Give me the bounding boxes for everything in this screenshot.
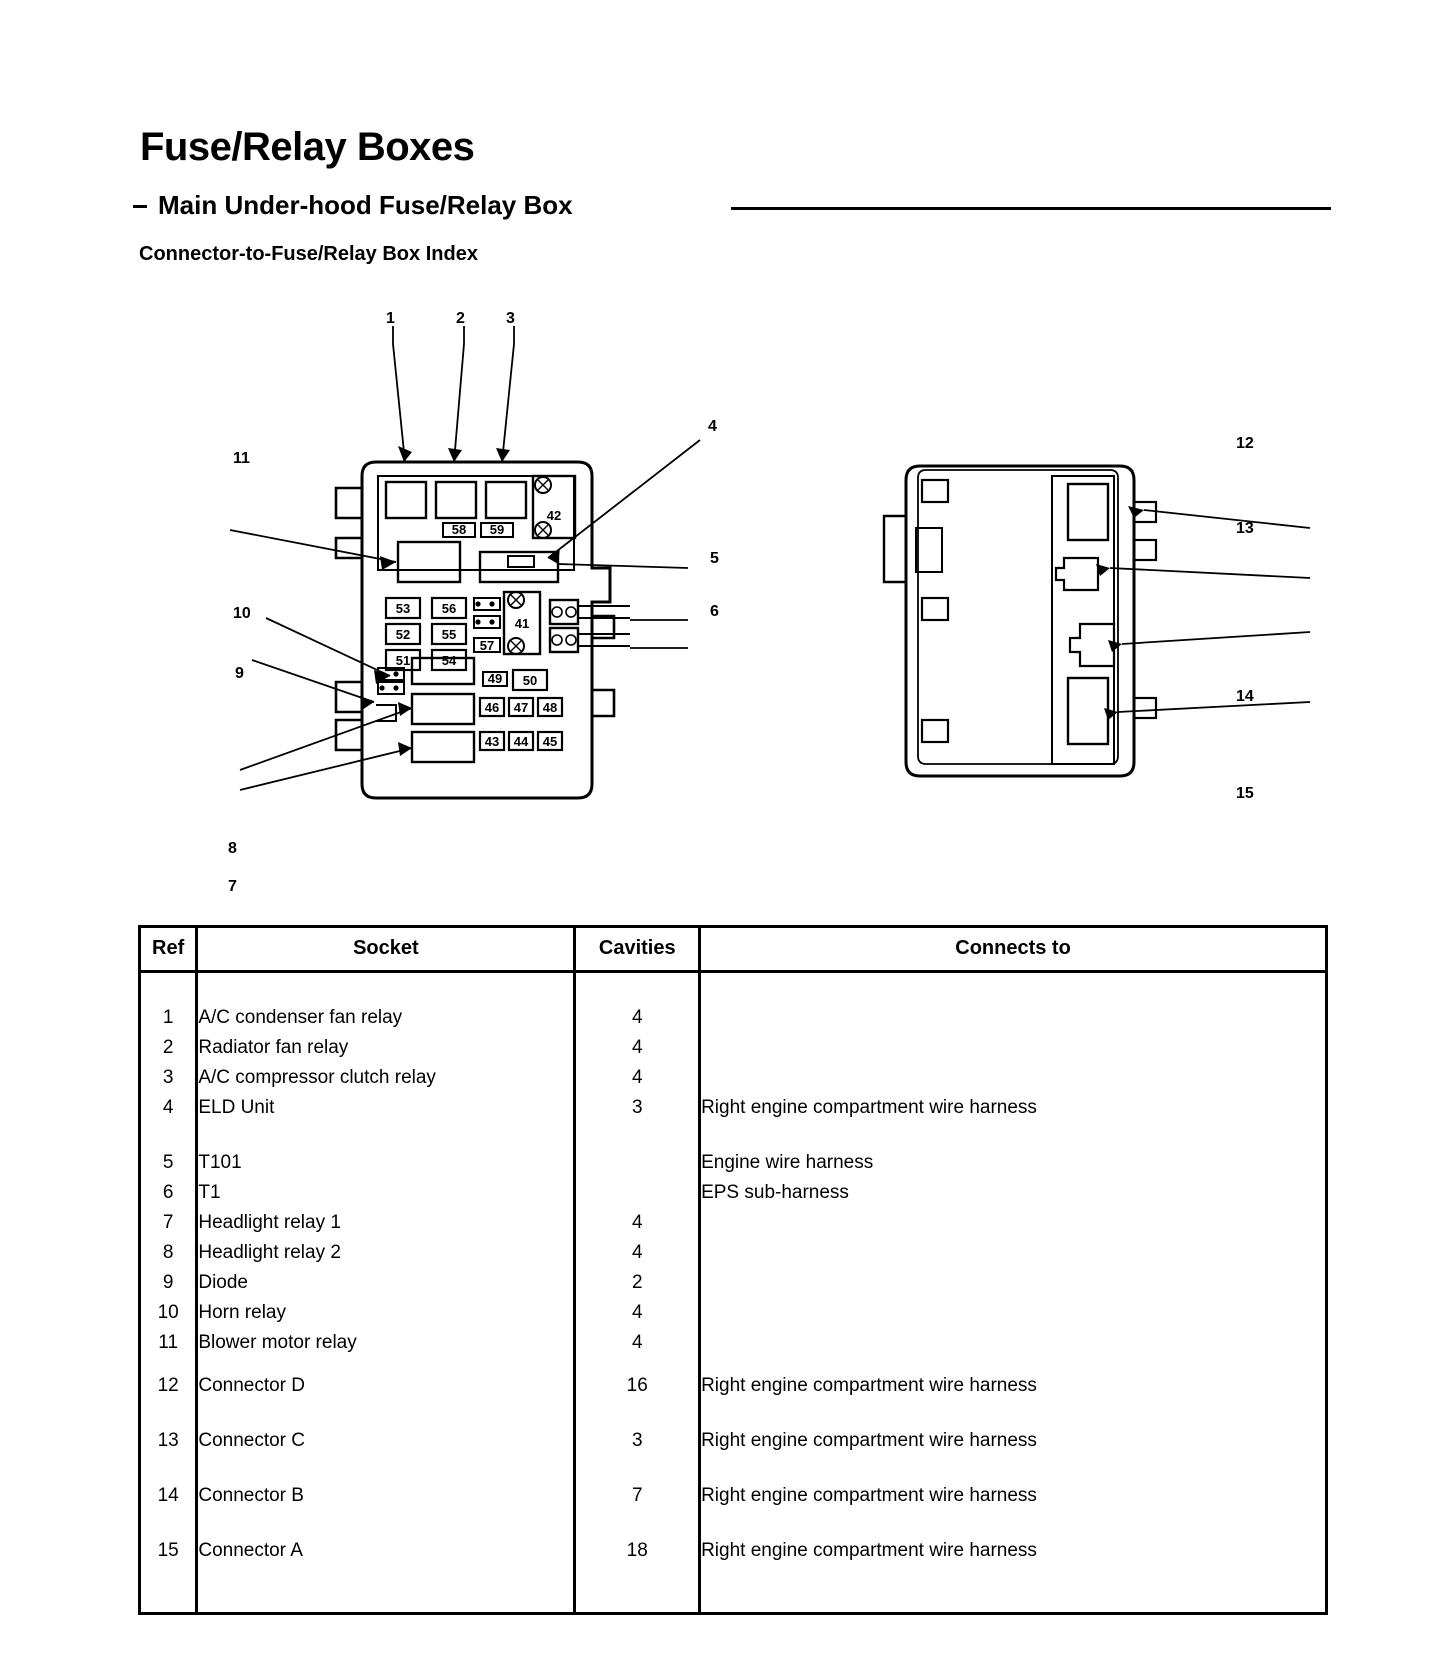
table-row [141, 1328, 1325, 1358]
cell-cavities: 4 [575, 1208, 700, 1238]
table-row [141, 1033, 1325, 1063]
table-row [141, 1268, 1325, 1298]
svg-text:49: 49 [487, 671, 503, 686]
cell-cavities: 7 [575, 1468, 700, 1523]
cell-connects: Right engine compartment wire harness [701, 1484, 1037, 1506]
cell-connects: Engine wire harness [701, 1152, 874, 1173]
column-header-ref: Ref [141, 928, 197, 972]
cell-cavities: 4 [575, 1298, 700, 1328]
callout-13: 13 [1236, 520, 1254, 537]
cell-ref: 14 [141, 1468, 197, 1523]
heading-dash-icon [133, 205, 147, 208]
cell-ref: 11 [141, 1328, 197, 1358]
cell-connects [700, 1298, 1325, 1328]
cell-cavities: 18 [575, 1523, 700, 1578]
cell-socket: Connector D [197, 1358, 575, 1413]
cell-ref: 7 [141, 1208, 197, 1238]
cell-socket: A/C compressor clutch relay [197, 1063, 575, 1093]
cell-cavities: 3 [575, 1093, 700, 1123]
cell-ref: 5 [141, 1148, 197, 1178]
cell-connects: Right engine compartment wire harness [701, 1539, 1037, 1561]
callout-6: 6 [710, 603, 719, 620]
cell-cavities: 4 [575, 1003, 700, 1033]
callout-3: 3 [506, 310, 515, 327]
cell-socket: Blower motor relay [197, 1328, 575, 1358]
table-header-row [141, 928, 1325, 972]
fuse-relay-box-diagram [0, 280, 1440, 920]
subsection-title: Connector-to-Fuse/Relay Box Index [139, 243, 478, 265]
cell-connects [700, 1033, 1325, 1063]
svg-text:41: 41 [514, 616, 530, 631]
cell-ref: 6 [141, 1178, 197, 1208]
cell-connects: Right engine compartment wire harness [701, 1429, 1037, 1451]
cell-cavities: 3 [575, 1413, 700, 1468]
callout-5: 5 [710, 550, 719, 567]
cell-socket: Headlight relay 1 [197, 1208, 575, 1238]
callout-2: 2 [456, 310, 465, 327]
callout-9: 9 [235, 665, 244, 682]
cell-cavities: 4 [575, 1238, 700, 1268]
callout-1: 1 [386, 310, 395, 327]
table-row [141, 1523, 1325, 1578]
fuse-relay-box-svg [0, 280, 1440, 920]
callout-11: 11 [233, 450, 250, 467]
svg-text:46: 46 [484, 700, 500, 715]
cell-socket: A/C condenser fan relay [197, 1003, 575, 1033]
column-header-cavities: Cavities [575, 928, 700, 972]
table-row [141, 1298, 1325, 1328]
cell-ref: 13 [141, 1413, 197, 1468]
cell-connects [700, 1003, 1325, 1033]
cell-ref: 1 [141, 1003, 197, 1033]
table-row [141, 1358, 1325, 1413]
svg-text:59: 59 [489, 522, 505, 537]
heading-rule [731, 207, 1331, 210]
cell-connects [700, 1063, 1325, 1093]
cell-connects [700, 1328, 1325, 1358]
callout-12: 12 [1236, 435, 1254, 452]
table-spacer-row [141, 972, 1325, 1004]
svg-text:52: 52 [395, 627, 411, 642]
cell-connects [700, 1268, 1325, 1298]
table-row [141, 1148, 1325, 1178]
cell-connects: Right engine compartment wire harness [701, 1097, 1037, 1118]
cell-socket: Horn relay [197, 1298, 575, 1328]
cell-ref: 9 [141, 1268, 197, 1298]
table-row [141, 1208, 1325, 1238]
table-row [141, 1063, 1325, 1093]
cell-socket: Headlight relay 2 [197, 1238, 575, 1268]
svg-text:50: 50 [522, 673, 538, 688]
table-row [141, 1238, 1325, 1268]
cell-socket: Diode [197, 1268, 575, 1298]
svg-text:51: 51 [395, 653, 411, 668]
section-heading-label: Main Under-hood Fuse/Relay Box [158, 190, 573, 220]
cell-cavities: 2 [575, 1268, 700, 1298]
cell-ref: 3 [141, 1063, 197, 1093]
svg-text:42: 42 [546, 508, 562, 523]
callout-15: 15 [1236, 785, 1254, 802]
svg-text:44: 44 [513, 734, 529, 749]
cell-socket: Connector A [197, 1523, 575, 1578]
svg-text:55: 55 [441, 627, 457, 642]
svg-text:58: 58 [451, 522, 467, 537]
svg-text:45: 45 [542, 734, 558, 749]
section-heading [133, 190, 1333, 224]
cell-ref: 2 [141, 1033, 197, 1063]
callout-10: 10 [233, 605, 251, 622]
callout-14: 14 [1236, 688, 1254, 705]
cell-socket: Connector B [197, 1468, 575, 1523]
table-spacer-row [141, 1578, 1325, 1612]
cell-cavities: 4 [575, 1033, 700, 1063]
cell-socket: Connector C [197, 1413, 575, 1468]
callout-4: 4 [708, 418, 717, 435]
table-row [141, 1413, 1325, 1468]
connector-index-table [138, 925, 1328, 1615]
cell-cavities [575, 1148, 700, 1178]
table-row [141, 1093, 1325, 1123]
svg-text:56: 56 [441, 601, 457, 616]
cell-cavities: 4 [575, 1063, 700, 1093]
cell-connects [700, 1238, 1325, 1268]
svg-text:53: 53 [395, 601, 411, 616]
callout-7: 7 [228, 878, 237, 895]
svg-text:57: 57 [479, 638, 495, 653]
cell-ref: 8 [141, 1238, 197, 1268]
cell-socket: T101 [197, 1148, 575, 1178]
cell-cavities [575, 1178, 700, 1208]
cell-socket: ELD Unit [197, 1093, 575, 1123]
cell-connects: Right engine compartment wire harness [701, 1374, 1037, 1396]
svg-text:47: 47 [513, 700, 529, 715]
page-title: Fuse/Relay Boxes [140, 125, 475, 169]
cell-ref: 4 [141, 1093, 197, 1123]
table-row [141, 1468, 1325, 1523]
column-header-connects: Connects to [700, 928, 1325, 972]
table-row [141, 1178, 1325, 1208]
cell-ref: 15 [141, 1523, 197, 1578]
column-header-socket: Socket [197, 928, 575, 972]
callout-8: 8 [228, 840, 237, 857]
cell-ref: 10 [141, 1298, 197, 1328]
cell-ref: 12 [141, 1358, 197, 1413]
svg-text:48: 48 [542, 700, 558, 715]
cell-socket: T1 [197, 1178, 575, 1208]
cell-socket: Radiator fan relay [197, 1033, 575, 1063]
cell-cavities: 16 [575, 1358, 700, 1413]
svg-text:43: 43 [484, 734, 500, 749]
table-spacer-row [141, 1123, 1325, 1148]
svg-text:54: 54 [441, 653, 457, 668]
cell-connects: EPS sub-harness [701, 1182, 849, 1203]
cell-connects [700, 1208, 1325, 1238]
table-row [141, 1003, 1325, 1033]
cell-cavities: 4 [575, 1328, 700, 1358]
